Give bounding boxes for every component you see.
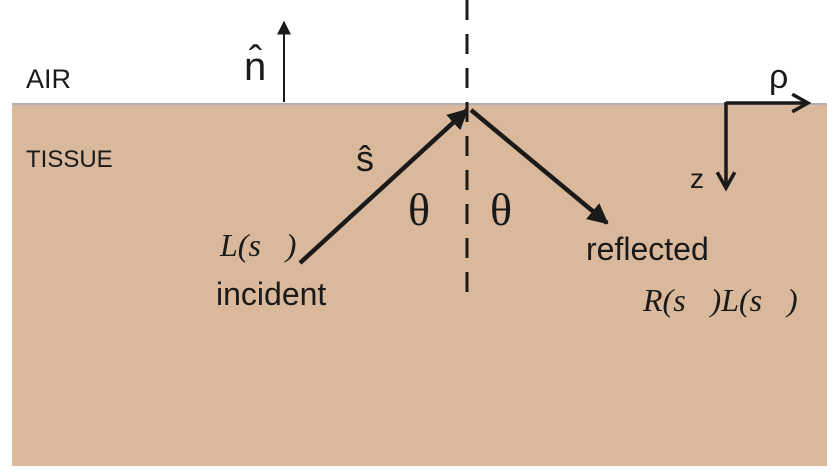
direction-vector-label: ŝ (356, 138, 374, 179)
reflected-radiance-label: R(s⃗)L(s⃗) (643, 282, 798, 318)
air-region (0, 0, 837, 104)
reflected-word-label: reflected (586, 231, 709, 267)
incident-angle-label: θ (408, 184, 431, 235)
normal-vector-label: n̂ (244, 45, 267, 89)
rho-axis-label: ρ (769, 58, 789, 96)
tissue-label: TISSUE (26, 146, 113, 173)
reflected-angle-label: θ (490, 184, 513, 235)
z-axis-label: z (690, 163, 704, 194)
incident-radiance-label: L(s⃗) (220, 227, 297, 263)
incident-word-label: incident (216, 276, 327, 312)
air-label: AIR (26, 64, 72, 94)
